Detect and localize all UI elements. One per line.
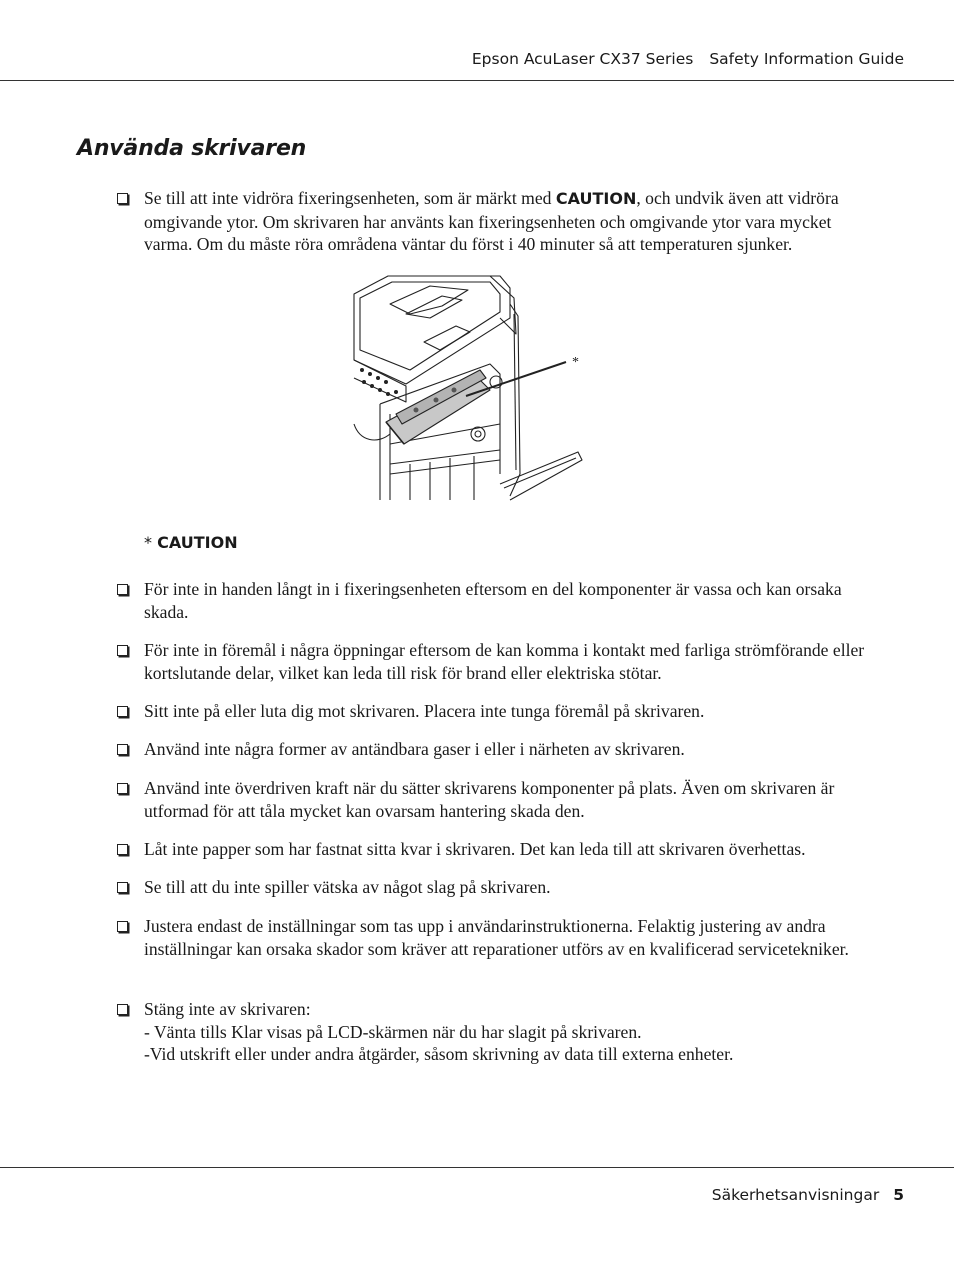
checkbox-bullet-icon xyxy=(117,645,128,656)
checkbox-bullet-icon xyxy=(117,921,128,932)
list-item-text: Justera endast de inställningar som tas upp i användarinstruktionerna. Felaktig justering av andra inställningar kan orsaka skador som kräver att reparationer utförs av en kvalificerad servicetekniker. xyxy=(144,916,849,959)
footer-rule xyxy=(0,1167,954,1168)
header-product-name: Epson AcuLaser CX37 Series xyxy=(471,50,694,68)
running-header xyxy=(472,50,904,68)
section-title: Använda skrivaren xyxy=(77,136,307,161)
caption-label: CAUTION xyxy=(157,533,238,552)
header-guide-title: Safety Information Guide xyxy=(709,50,904,68)
caution-label: CAUTION xyxy=(555,189,637,208)
header-rule xyxy=(0,80,954,81)
caption-marker: * xyxy=(144,533,152,552)
checkbox-bullet-icon xyxy=(117,706,128,717)
printer-drawing xyxy=(350,274,590,502)
checkbox-bullet-icon xyxy=(117,1004,128,1015)
running-footer xyxy=(712,1186,904,1204)
list-item-text: För inte in föremål i några öppningar eftersom de kan komma i kontakt med farliga strömförande eller kortslutande delar, vilket kan leda till risk för brand eller elektriska stötar. xyxy=(144,640,865,683)
checkbox-bullet-icon xyxy=(117,744,128,755)
checkbox-bullet-icon xyxy=(117,882,128,893)
list-item-text: Låt inte papper som har fastnat sitta kvar i skrivaren. Det kan leda till att skrivaren överhettas. xyxy=(144,839,806,859)
checkbox-bullet-icon xyxy=(117,783,128,794)
checkbox-bullet-icon xyxy=(117,844,128,855)
checkbox-bullet-icon xyxy=(117,584,128,595)
list-item-text: Se till att inte vidröra fixeringsenheten, som är märkt med CAUTION, och undvik även att vidröra omgivande ytor. Om skrivaren har använts kan fixeringsenheten och omgivande ytor vara mycket varma. Om du måste röra områdena väntar du först i 40 minuter så att temperaturen sjunker. xyxy=(144,188,839,254)
list-item-text: Använd inte överdriven kraft när du sätter skrivarens komponenter på plats. Även om skrivaren är utformad för att tåla mycket kan ovarsam hantering skada den. xyxy=(144,778,835,821)
list-item-text: Använd inte några former av antändbara gaser i eller i närheten av skrivaren. xyxy=(144,739,685,759)
page-number: 5 xyxy=(893,1186,904,1204)
list-item-text: Sitt inte på eller luta dig mot skrivaren. Placera inte tunga föremål på skrivaren. xyxy=(144,701,705,721)
list-item-text: För inte in handen långt in i fixeringsenheten eftersom en del komponenter är vassa och kan orsaka skada. xyxy=(144,579,842,622)
figure-caption xyxy=(144,533,238,552)
footer-section-name: Säkerhetsanvisningar xyxy=(711,1186,880,1204)
checkbox-bullet-icon xyxy=(117,193,128,204)
callout-asterisk: * xyxy=(572,355,579,370)
list-item-text: Stäng inte av skrivaren: - Vänta tills Klar visas på LCD-skärmen när du har slagit på skrivaren. -Vid utskrift eller under andra åtgärder, såsom skrivning av data till externa enheter. xyxy=(144,999,734,1064)
list-item-text: Se till att du inte spiller vätska av något slag på skrivaren. xyxy=(144,877,551,897)
printer-fuser-illustration xyxy=(350,274,590,502)
